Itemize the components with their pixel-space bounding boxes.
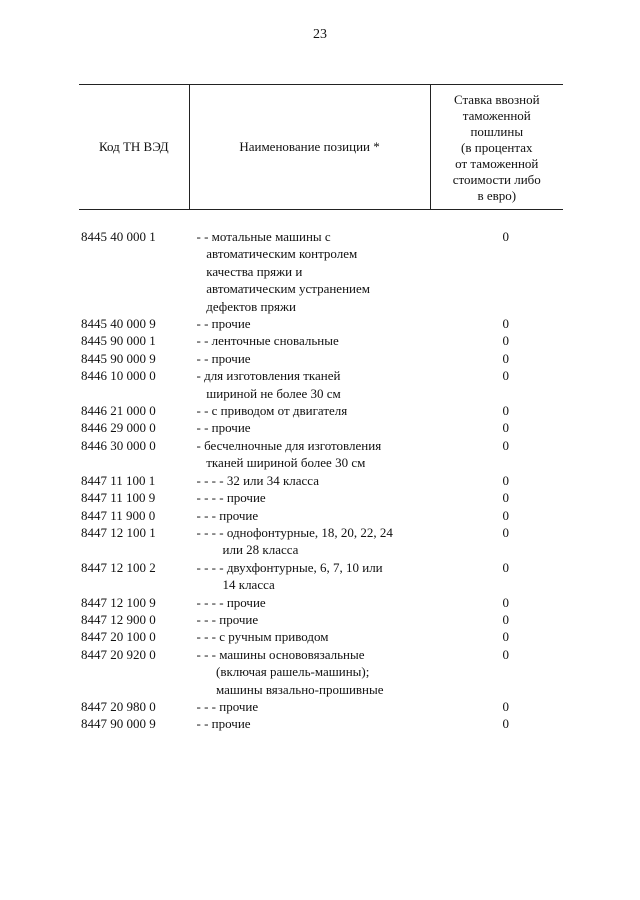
table-body (79, 210, 563, 733)
table-row (79, 472, 563, 489)
table-row (79, 419, 563, 436)
row-code: 8447 12 100 9 (81, 594, 156, 610)
row-rate: 0 (502, 611, 509, 627)
row-rate: 0 (502, 594, 509, 610)
row-rate: 0 (502, 368, 509, 384)
table-row (79, 489, 563, 506)
row-rate: 0 (502, 490, 509, 506)
table-row (79, 350, 563, 367)
row-description: - - - прочие (196, 611, 259, 627)
row-description: - - - - прочие (196, 594, 266, 610)
row-rate: 0 (502, 437, 509, 453)
table-row (79, 332, 563, 349)
row-code: 8446 21 000 0 (81, 403, 156, 419)
row-rate: 0 (502, 350, 509, 366)
row-code: 8447 11 100 9 (81, 490, 156, 506)
row-rate: 0 (502, 333, 509, 349)
row-description: - - - - двухфонтурные, 6, 7, 10 или 14 класса (196, 559, 383, 593)
row-rate: 0 (502, 507, 509, 523)
row-rate: 0 (502, 629, 509, 645)
row-description: - - - - прочие (196, 490, 266, 506)
row-description: - - - прочие (196, 507, 259, 523)
table-row (79, 628, 563, 645)
row-code: 8447 90 000 9 (81, 716, 156, 732)
row-description: - бесчелночные для изготовления тканей шириной более 30 см (196, 437, 382, 471)
row-rate: 0 (502, 698, 509, 714)
row-rate: 0 (502, 559, 509, 575)
row-description: - - - - 32 или 34 класса (196, 472, 320, 488)
table-row (79, 507, 563, 524)
row-code: 8445 40 000 9 (81, 316, 156, 332)
row-code: 8446 29 000 0 (81, 420, 156, 436)
row-rate: 0 (502, 316, 509, 332)
row-description: - - прочие (196, 420, 251, 436)
row-rate: 0 (502, 716, 509, 732)
header-name: Наименование позиции * (189, 85, 431, 209)
row-code: 8447 20 100 0 (81, 629, 156, 645)
row-code: 8445 40 000 1 (81, 229, 156, 244)
table-row (79, 228, 563, 315)
row-description: - - ленточные сновальные (196, 333, 339, 349)
row-code: 8447 20 920 0 (81, 646, 156, 662)
tariff-table (79, 84, 563, 733)
row-description: - - мотальные машины с автоматическим контролем качества пряжи и автоматическим устранением дефектов пряжи (196, 229, 370, 314)
row-rate: 0 (502, 472, 509, 488)
table-row (79, 437, 563, 472)
row-code: 8447 12 100 2 (81, 559, 156, 575)
row-code: 8445 90 000 1 (81, 333, 156, 349)
row-description: - - прочие (196, 316, 251, 332)
row-code: 8447 11 900 0 (81, 507, 156, 523)
header-rate: Ставка ввозной таможенной пошлины (в процентах от таможенной стоимости либо в евро) (452, 92, 541, 203)
table-row (79, 594, 563, 611)
table-row (79, 315, 563, 332)
row-code: 8447 12 900 0 (81, 611, 156, 627)
table-row (79, 367, 563, 402)
row-description: - - - прочие (196, 698, 259, 714)
row-code: 8447 20 980 0 (81, 698, 156, 714)
page-number: 23 (313, 27, 327, 42)
row-rate: 0 (502, 524, 509, 540)
table-header (79, 84, 563, 210)
row-code: 8447 11 100 1 (81, 472, 156, 488)
row-code: 8446 30 000 0 (81, 437, 156, 453)
table-row (79, 611, 563, 628)
row-description: - - с приводом от двигателя (196, 403, 348, 419)
header-code: Код ТН ВЭД (98, 139, 169, 154)
row-code: 8446 10 000 0 (81, 368, 156, 384)
row-code: 8445 90 000 9 (81, 350, 156, 366)
row-code: 8447 12 100 1 (81, 524, 156, 540)
table-row (79, 715, 563, 732)
table-row (79, 646, 563, 698)
row-description: - - - машины основовязальные (включая рашель-машины); машины вязально-прошивные (196, 646, 384, 697)
table-row (79, 559, 563, 594)
row-rate: 0 (502, 646, 509, 662)
row-description: - - прочие (196, 716, 251, 732)
row-description: - для изготовления тканей шириной не более 30 см (196, 368, 341, 401)
table-row (79, 698, 563, 715)
row-description: - - - с ручным приводом (196, 629, 329, 645)
row-rate: 0 (502, 403, 509, 419)
row-description: - - прочие (196, 350, 251, 366)
row-description: - - - - однофонтурные, 18, 20, 22, 24 или 28 класса (196, 524, 393, 558)
row-rate: 0 (502, 420, 509, 436)
table-row (79, 524, 563, 559)
row-rate: 0 (502, 229, 509, 244)
table-row (79, 402, 563, 419)
